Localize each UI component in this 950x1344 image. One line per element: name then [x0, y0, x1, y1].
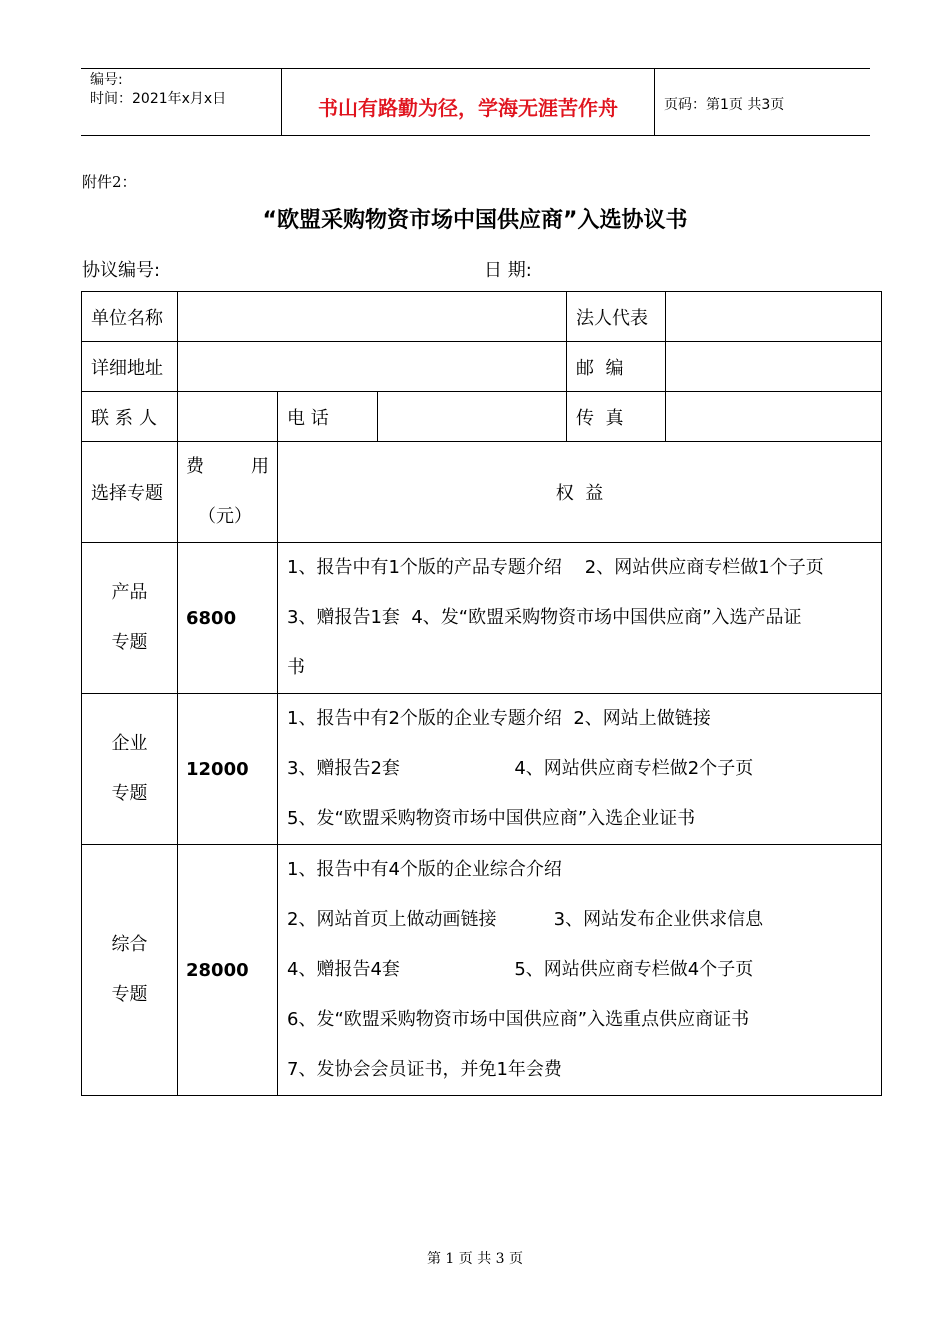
table-row	[82, 442, 882, 543]
benefit-line: 1、报告中有1个版的产品专题介绍 2、网站供应商专栏做1个子页	[287, 557, 824, 578]
choose-topic-label: 选择专题	[82, 442, 178, 543]
package-name	[82, 543, 178, 694]
document-title: “欧盟采购物资市场中国供应商”入选协议书	[262, 208, 688, 233]
agreement-form-table	[81, 291, 882, 1096]
package-name	[82, 845, 178, 1096]
header-divider-right	[654, 68, 655, 135]
benefit-line: 1、报告中有2个版的企业专题介绍 2、网站上做链接	[287, 708, 711, 729]
package-price: 6800	[178, 543, 278, 694]
package-name-line: 专题	[111, 984, 148, 1005]
fax-field[interactable]	[666, 392, 882, 442]
fee-label-b: 用	[251, 456, 269, 477]
package-name-line: 产品	[111, 582, 148, 603]
package-name-line: 专题	[111, 783, 148, 804]
package-name-line: 专题	[111, 632, 148, 653]
table-row	[82, 694, 882, 845]
header-bottom-rule	[81, 135, 870, 136]
benefit-line: 7、发协会会员证书，并免1年会费	[287, 1059, 562, 1080]
table-row	[82, 845, 882, 1096]
agreement-number-label: 协议编号:	[82, 260, 161, 281]
table-row	[82, 342, 882, 392]
benefit-line: 2、网站首页上做动画链接 3、网站发布企业供求信息	[287, 909, 764, 930]
benefit-line: 5、发“欧盟采购物资市场中国供应商”入选企业证书	[287, 808, 696, 829]
header-number-label: 编号:	[90, 72, 123, 88]
legal-rep-label: 法人代表	[567, 292, 666, 342]
benefit-line: 3、赠报告2套 4、网站供应商专栏做2个子页	[287, 758, 754, 779]
postcode-label: 邮 编	[567, 342, 666, 392]
header-time: 时间：2021年x月x日	[90, 91, 227, 107]
phone-field[interactable]	[378, 392, 567, 442]
contact-label: 联系人	[82, 392, 178, 442]
attachment-label: 附件2：	[82, 173, 137, 191]
package-price: 28000	[178, 845, 278, 1096]
unit-name-label: 单位名称	[82, 292, 178, 342]
phone-label: 电 话	[278, 392, 378, 442]
benefit-line: 4、赠报告4套 5、网站供应商专栏做4个子页	[287, 959, 754, 980]
address-label: 详细地址	[82, 342, 178, 392]
fee-header	[178, 442, 278, 543]
header-meta	[90, 71, 226, 109]
legal-rep-field[interactable]	[666, 292, 882, 342]
header-page-info: 页码：第1页 共3页	[664, 97, 785, 113]
package-benefits	[278, 845, 882, 1096]
unit-name-field[interactable]	[178, 292, 567, 342]
package-benefits	[278, 694, 882, 845]
postcode-field[interactable]	[666, 342, 882, 392]
fee-label-a: 费	[186, 456, 204, 477]
package-name-line: 综合	[111, 934, 148, 955]
table-row	[82, 392, 882, 442]
table-row	[82, 543, 882, 694]
header-top-rule	[81, 68, 870, 69]
benefit-line: 书	[287, 657, 305, 678]
benefits-header: 权 益	[278, 442, 882, 543]
table-row	[82, 292, 882, 342]
page-footer: 第 1 页 共 3 页	[426, 1251, 524, 1267]
date-label: 日 期:	[484, 260, 532, 281]
benefit-line: 6、发“欧盟采购物资市场中国供应商”入选重点供应商证书	[287, 1009, 750, 1030]
header-motto: 书山有路勤为径，学海无涯苦作舟	[318, 96, 618, 120]
fee-unit-label: （元）	[198, 506, 252, 527]
contact-field[interactable]	[178, 392, 278, 442]
package-price: 12000	[178, 694, 278, 845]
package-benefits	[278, 543, 882, 694]
address-field[interactable]	[178, 342, 567, 392]
benefit-line: 3、赠报告1套 4、发“欧盟采购物资市场中国供应商”入选产品证	[287, 607, 802, 628]
package-name	[82, 694, 178, 845]
package-name-line: 企业	[111, 733, 148, 754]
fax-label: 传 真	[567, 392, 666, 442]
benefit-line: 1、报告中有4个版的企业综合介绍	[287, 859, 562, 880]
